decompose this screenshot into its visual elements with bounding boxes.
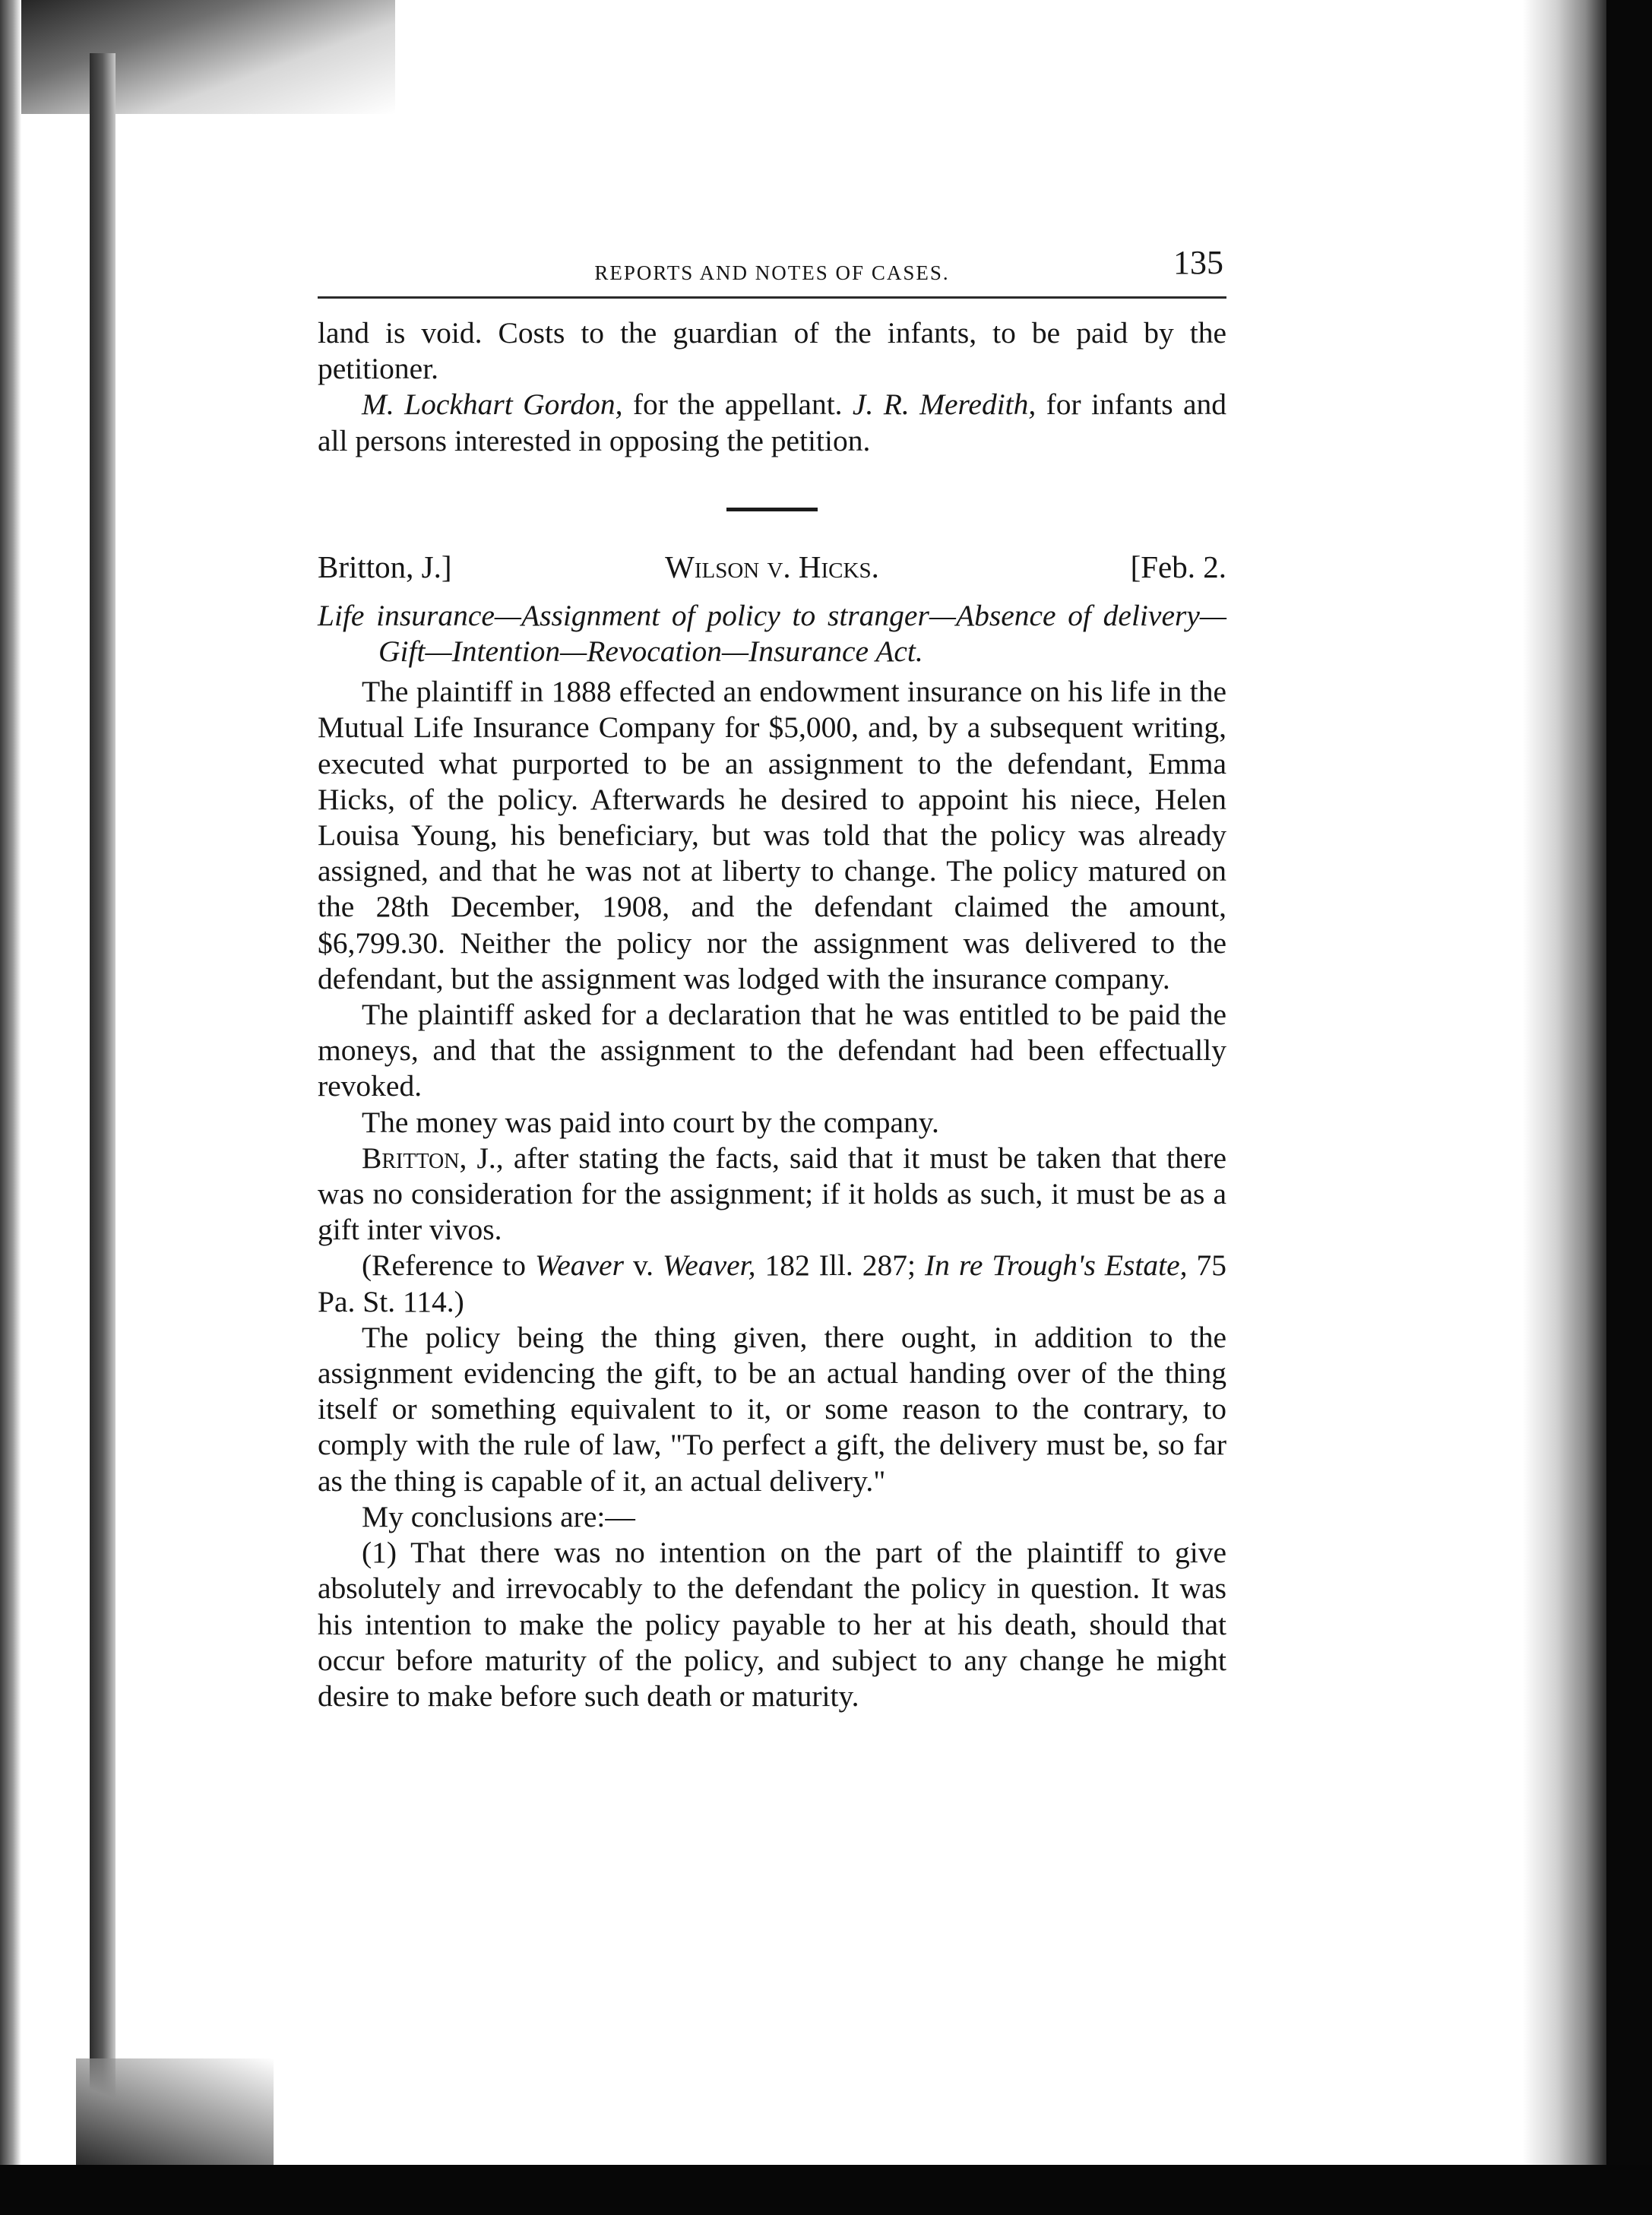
case-judge: Britton, J.] (318, 549, 452, 584)
case-citation: Weaver, (663, 1248, 756, 1283)
scan-edge-bottom (0, 2165, 1652, 2215)
case-citation: In re Trough's Estate, (925, 1248, 1188, 1283)
judge-name: Britton, J., (362, 1141, 504, 1175)
case-catchwords: Life insurance—Assignment of policy to stranger—Absence of delivery—Gift—Intention—Revocation—Insurance Act. (318, 598, 1226, 669)
case-separator (726, 508, 818, 511)
running-head: REPORTS AND NOTES OF CASES. (594, 261, 950, 284)
counsel-role: for the appellant. (622, 388, 853, 422)
scan-shadow-top (0, 0, 395, 114)
paragraph: The money was paid into court by the company. (362, 1105, 939, 1139)
case-heading (318, 549, 1226, 587)
page-content (318, 245, 1226, 1714)
paragraph-text: after stating the facts, said that it must be taken that there was no consideration for the assignment; if it holds as such, it must be as a gift inter vivos. (318, 1141, 1226, 1247)
book-spine-shadow (90, 53, 116, 2173)
case-citation: Weaver (534, 1248, 624, 1283)
reference-text: (Reference to (362, 1248, 535, 1283)
scan-shadow-left (0, 0, 21, 2215)
paragraph: The policy being the thing given, there ought, in addition to the assignment evidencing the gift, to be an actual handing over of the thing itself or something equivalent to it, or some reason to the contrary, to comply with the rule of law, "To perfect a gift, the delivery must be, so far as the thing is capable of it, an actual delivery." (318, 1320, 1226, 1498)
scan-edge-right (1606, 0, 1652, 2215)
header-rule (318, 296, 1226, 299)
paragraph: My conclusions are:— (362, 1499, 635, 1533)
counsel-name: J. R. Meredith, (852, 388, 1036, 422)
counsel-name: M. Lockhart Gordon, (362, 388, 623, 422)
reference-text: 182 Ill. 287; (755, 1248, 926, 1283)
scan-shadow-right-gradient (1523, 0, 1606, 2215)
paragraph: The plaintiff in 1888 effected an endowment insurance on his life in the Mutual Life Insurance Company for $5,000, and, by a subsequent writing, executed what purported to be an assignment to the defendant, Emma Hicks, of the policy. Afterwards he desired to appoint his niece, Helen Louisa Young, his beneficiary, but was told that the policy was already assigned, and that he was not at liberty to change. The policy matured on the 28th December, 1908, and the defendant claimed the amount, $6,799.30. Neither the policy nor the assignment was delivered to the defendant, but the assignment was lodged with the insurance company. (318, 675, 1226, 995)
reference-text: 75 Pa. St. 114.) (318, 1248, 1227, 1318)
scan-shadow-bottom-left (76, 2058, 274, 2165)
page-header (318, 245, 1226, 290)
case-title: Wilson v. Hicks. (665, 549, 879, 584)
paragraph (318, 1141, 1226, 1248)
counsel-role: for infants and all persons interested in opposing the petition. (318, 388, 1226, 457)
paragraph: The plaintiff asked for a declaration that he was entitled to be paid the moneys, and that the assignment to the defendant had been effectually revoked. (318, 998, 1226, 1103)
page-number: 135 (1173, 244, 1223, 281)
paragraph-references (318, 1248, 1226, 1319)
prior-case-text: land is void. Costs to the guardian of the infants, to be paid by the petitioner. (318, 316, 1226, 386)
reference-text: v. (623, 1248, 663, 1283)
case-date: [Feb. 2. (1130, 549, 1226, 584)
prior-case-counsel (318, 387, 1226, 458)
paragraph-conclusion: (1) That there was no intention on the part of the plaintiff to give absolutely and irrevocably to the defendant the policy in question. It was his intention to make the policy payable to her at his death, should that occur before maturity of the policy, and subject to any change he might desire to make before such death or maturity. (318, 1536, 1226, 1713)
